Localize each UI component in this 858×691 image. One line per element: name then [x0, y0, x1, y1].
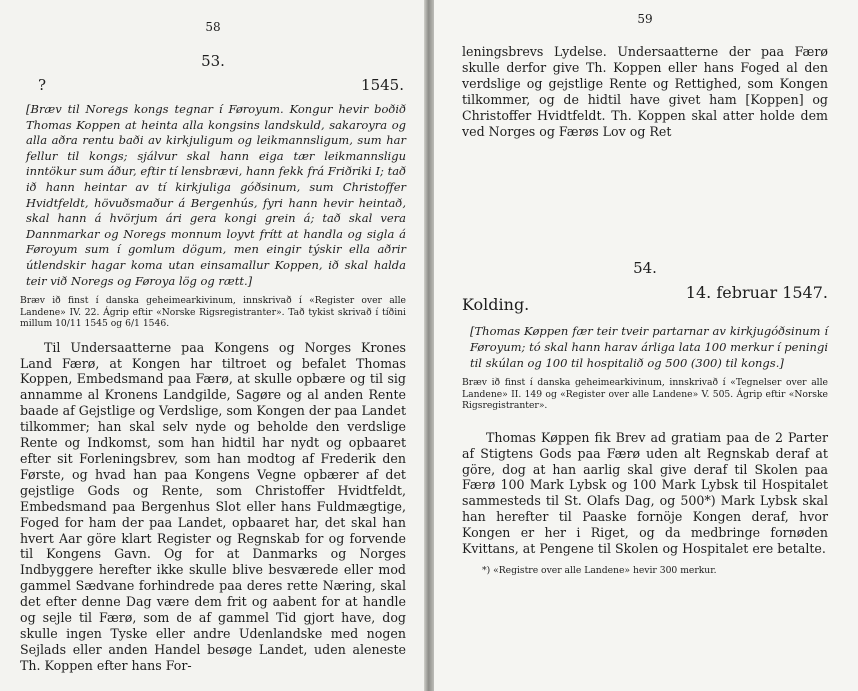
document-year-53: 1545. — [361, 76, 404, 94]
document-number-53: 53. — [201, 52, 225, 70]
document-header-54 — [462, 283, 828, 314]
danish-text-53-continued: leningsbrevs Lydelse. Undersaatterne der paa Færø skulle derfor give Th. Koppen eller hans Foged al den verdslige og gejstlige Rente og Rettighed, som Kongen tilkommer, og de hidtil have givet ham [Koppen] og Christoffer Hvidtfeldt. Th. Koppen skal atter holde dem ved Norges og Færøs Lov og Ret — [462, 44, 828, 139]
page-number-left: 58 — [205, 20, 221, 34]
right-page — [434, 0, 858, 691]
danish-text-53: Til Undersaatterne paa Kongens og Norges Krones Land Færø, at Kongen har tiltroet og befalet Thomas Koppen, Embedsmand paa Færø, at skulle opbære og til sig annamme al Kronens Landgilde, Sagøre og al anden Rente baade af Gejstlige og Verdslige, som Kongen der paa Landet tilkommer; han skal selv nyde og beholde den verdslige Rente og Indkomst, som han hidtil har nydt og opbaaret efter sit Forleningsbrev, som han modtog af Frederik den Første, og hvad han paa Kongens Vegne opbærer af det gejstlige Gods og Rente, som Christoffer Hvidtfeldt, Embedsmand paa Bergenhus Slot eller hans Fuldmægtige, Foged for ham der paa Landet, opbaaret har, det skal han hvert Aar göre klart Register og Regnskab for og forvende til Kongens Gavn. Og for at Danmarks og Norges Indbyggere herefter ikke skulle blive besværede eller mod gammel Sædvane forhindrede paa deres rette Næring, skal det efter denne Dag være dem frit og aabent for at handle og sejle til Færø, som de af gammel Tid gjort have, dog skulle ingen Tyske eller andre Udenlandske med nogen Sejlads eller anden Handel besøge Landet, uden aleneste Th. Koppen efter hans For- — [20, 339, 407, 673]
document-header-53 — [38, 76, 404, 94]
document-number-54: 54. — [633, 259, 657, 278]
book-gutter — [424, 0, 434, 691]
document-place-54: Kolding. — [462, 295, 530, 315]
document-date-54: 14. februar 1547. — [685, 283, 828, 303]
source-note-53: Bræv ið finst í danska geheimearkivinum, innskrivað í «Register over alle Landene» IV. 22. Ágrip eftir «Norske Rigsregistranter». Tað tykist skrivað í tíðini millum 10/11 1545 og 6/1 1546. — [20, 295, 406, 330]
faroese-summary-53: [Bræv til Noregs kongs tegnar í Føroyum. Kongur hevir boðið Thomas Koppen at heinta alla kongsins landskuld, sakaroyra og alla aðra rentu baði av kirkjuligum og leikmannsligum, sum har fellur til kongs; sjálvur skal hann eiga tær leikmannsligu inntökur sum áður, eftir tí lensbrævi, hann fekk frá Friðriki I; tað ið hann heintar av tí kirkjuliga góðsinum, sum Christoffer Hvidtfeldt, hövuðsmaður á Bergenhús, fyri hann hevir heintað, skal hann á hvörjum ári gera kongi grein á; tað skal vera Dannmarkar og Noregs monnum loyvt frítt at handla og sigla á Føroyum sum í gomlum dögum, men eingir týskir ella aðrir útlendskir hagar koma utan einsamallur Koppen, ið skal halda teir við Noregs og Føroya lög og rætt.] — [26, 102, 406, 288]
footnote-54: *) «Registre over alle Landene» hevir 300 merkur. — [482, 564, 717, 576]
danish-text-54: Thomas Køppen fik Brev ad gratiam paa de 2 Parter af Stigtens Gods paa Færø uden alt Regnskab deraf at göre, dog at han aarlig skal give deraf til Skolen paa Færø 100 Mark Lybsk og 100 Mark Lybsk til Hospitalet sammesteds til St. Olafs Dag, og 500*) Mark Lybsk skal han herefter til Paaske fornöje Kongen deraf, hvor Kongen er her i Riget, og da medbringe fornøden Kvittans, at Pengene til Skolen og Hospitalet ere betalte. — [462, 429, 828, 557]
source-note-54: Bræv ið finst í danska geheimearkivinum, innskrivað í «Tegnelser over alle Landene» II. 149 og «Register over alle Landene» V. 505. Ágrip eftir «Norske Rigsregistranter». — [462, 377, 828, 412]
page-number-right: 59 — [637, 12, 653, 26]
faroese-summary-54: [Thomas Køppen fær teir tveir partarnar av kirkjugóðsinum í Føroyum; tó skal hann harav árliga lata 100 merkur í peningi til skúlan og 100 til hospitalið og 500 (300) til kongs.] — [470, 324, 828, 370]
left-page — [0, 0, 424, 691]
document-place-53: ? — [38, 76, 47, 94]
